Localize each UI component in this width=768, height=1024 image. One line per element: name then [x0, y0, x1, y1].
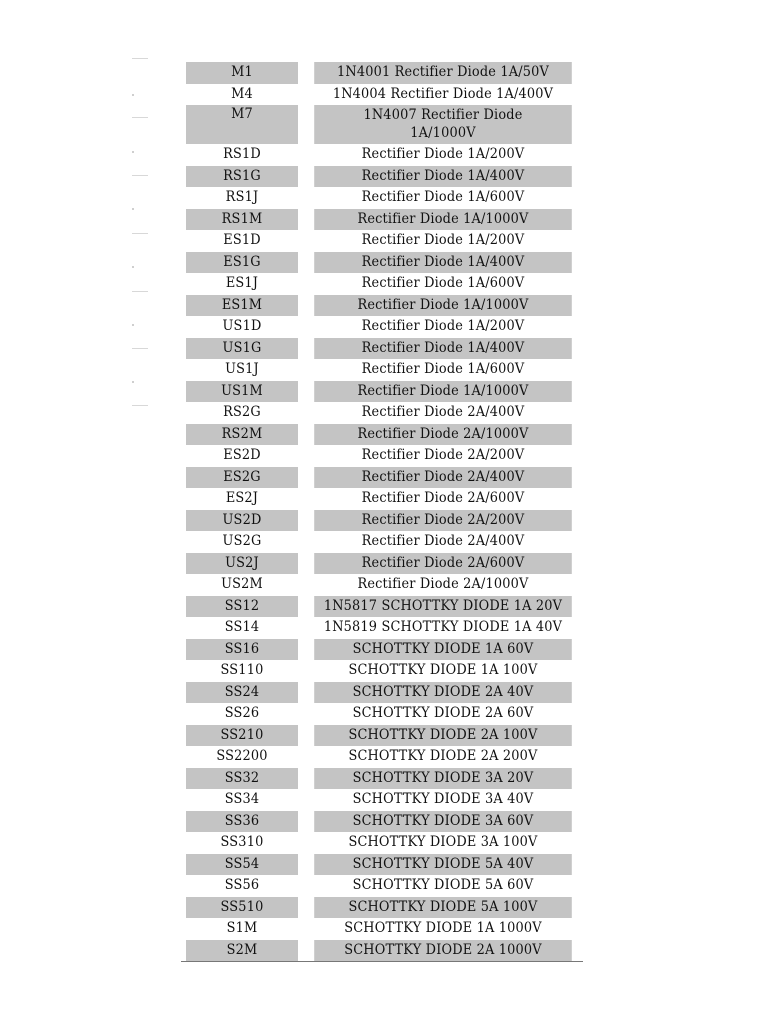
table-row	[181, 273, 583, 295]
margin-dash	[132, 405, 148, 406]
part-number: ES1M	[186, 295, 298, 317]
margin-dot	[132, 94, 134, 96]
margin-dash	[132, 291, 148, 292]
part-number: US2G	[222, 533, 262, 550]
part-description: Rectifier Diode 2A/400V	[361, 533, 525, 550]
table-row	[181, 316, 583, 338]
margin-dash	[132, 175, 148, 176]
part-description: Rectifier Diode 2A/200V	[314, 510, 572, 532]
table-row	[181, 467, 583, 489]
table-row	[181, 617, 583, 639]
table-row	[181, 359, 583, 381]
table-row	[181, 381, 583, 403]
part-number: RS1G	[186, 166, 298, 188]
part-number: S1M	[226, 920, 258, 937]
part-description: Rectifier Diode 2A/400V	[314, 467, 572, 489]
diode-parts-table	[181, 62, 583, 962]
part-number: RS1M	[186, 209, 298, 231]
part-number: SS12	[186, 596, 298, 618]
table-row	[181, 574, 583, 596]
part-description: SCHOTTKY DIODE 5A 60V	[352, 877, 534, 894]
part-number: SS56	[224, 877, 260, 894]
part-number: SS54	[186, 854, 298, 876]
table-row	[181, 553, 583, 575]
part-number: SS16	[186, 639, 298, 661]
part-number: US2J	[186, 553, 298, 575]
margin-dash	[132, 58, 148, 59]
part-description: Rectifier Diode 1A/400V	[314, 166, 572, 188]
part-number: ES1D	[223, 232, 261, 249]
part-description: Rectifier Diode 1A/400V	[314, 252, 572, 274]
margin-dot	[132, 381, 134, 383]
part-number: RS2G	[223, 404, 261, 421]
table-row	[181, 811, 583, 833]
part-description: Rectifier Diode 2A/600V	[314, 553, 572, 575]
table-row	[181, 166, 583, 188]
table-row	[181, 84, 583, 106]
table-row	[181, 725, 583, 747]
part-description: Rectifier Diode 1A/1000V	[314, 381, 572, 403]
part-description: Rectifier Diode 1A/400V	[314, 338, 572, 360]
margin-dot	[132, 208, 134, 210]
table-row	[181, 703, 583, 725]
part-description: SCHOTTKY DIODE 3A 100V	[348, 834, 538, 851]
part-number: ES2G	[186, 467, 298, 489]
table-row	[181, 789, 583, 811]
part-description: SCHOTTKY DIODE 5A 40V	[314, 854, 572, 876]
table-row	[181, 897, 583, 919]
part-description: Rectifier Diode 1A/1000V	[314, 209, 572, 231]
part-description: 1N4004 Rectifier Diode 1A/400V	[332, 85, 554, 102]
table-row	[181, 338, 583, 360]
part-number: SS110	[220, 662, 264, 679]
page-margin-marks	[0, 0, 180, 1024]
table-row	[181, 62, 583, 84]
table-row	[181, 854, 583, 876]
part-description: Rectifier Diode 1A/200V	[361, 232, 525, 249]
part-description: Rectifier Diode 1A/600V	[361, 189, 525, 206]
part-description: 1N4007 Rectifier Diode 1A/1000V	[314, 105, 572, 144]
table-row	[181, 445, 583, 467]
table-row	[181, 105, 583, 144]
table-row	[181, 768, 583, 790]
part-number: ES2J	[225, 490, 259, 507]
margin-dash	[132, 348, 148, 349]
part-description: SCHOTTKY DIODE 2A 1000V	[314, 940, 572, 962]
part-number: US2M	[221, 576, 263, 593]
part-description: 1N4001 Rectifier Diode 1A/50V	[314, 62, 572, 84]
part-number: SS26	[224, 705, 260, 722]
part-description: Rectifier Diode 2A/400V	[361, 404, 525, 421]
part-number: US1M	[186, 381, 298, 403]
table-row	[181, 230, 583, 252]
part-description: SCHOTTKY DIODE 2A 100V	[314, 725, 572, 747]
part-number: US1D	[222, 318, 262, 335]
margin-dash	[132, 117, 148, 118]
part-number: S2M	[186, 940, 298, 962]
margin-dash	[132, 233, 148, 234]
part-number: SS310	[220, 834, 264, 851]
part-number: SS2200	[216, 748, 268, 765]
part-description: SCHOTTKY DIODE 3A 60V	[314, 811, 572, 833]
part-description: Rectifier Diode 1A/200V	[361, 146, 525, 163]
part-number: ES2D	[223, 447, 261, 464]
table-row	[181, 209, 583, 231]
part-description: 1N5817 SCHOTTKY DIODE 1A 20V	[314, 596, 572, 618]
part-number: RS1D	[223, 146, 261, 163]
table-row	[181, 424, 583, 446]
part-description: Rectifier Diode 1A/600V	[361, 275, 525, 292]
table-row	[181, 918, 583, 940]
part-number: US1J	[225, 361, 259, 378]
part-description: SCHOTTKY DIODE 1A 1000V	[344, 920, 542, 937]
table-row	[181, 488, 583, 510]
margin-dot	[132, 266, 134, 268]
part-number: SS34	[224, 791, 260, 808]
part-description: SCHOTTKY DIODE 2A 60V	[352, 705, 534, 722]
part-number: RS2M	[186, 424, 298, 446]
part-description: SCHOTTKY DIODE 5A 100V	[314, 897, 572, 919]
table-row	[181, 295, 583, 317]
table-row	[181, 660, 583, 682]
part-number: RS1J	[225, 189, 259, 206]
part-number: US2D	[186, 510, 298, 532]
part-number: ES1G	[186, 252, 298, 274]
part-description: SCHOTTKY DIODE 2A 200V	[348, 748, 538, 765]
table-row	[181, 531, 583, 553]
part-number: SS24	[186, 682, 298, 704]
part-description: Rectifier Diode 2A/1000V	[314, 424, 572, 446]
margin-dot	[132, 324, 134, 326]
part-number: SS32	[186, 768, 298, 790]
part-number: M7	[186, 105, 298, 144]
table-row	[181, 510, 583, 532]
table-row	[181, 596, 583, 618]
diode-rows	[181, 62, 583, 962]
table-row	[181, 252, 583, 274]
table-row	[181, 940, 583, 962]
table-row	[181, 402, 583, 424]
part-description: Rectifier Diode 2A/1000V	[357, 576, 529, 593]
part-description: SCHOTTKY DIODE 3A 40V	[352, 791, 534, 808]
part-number: M4	[231, 85, 253, 102]
part-description: 1N5819 SCHOTTKY DIODE 1A 40V	[323, 619, 563, 636]
part-number: SS510	[186, 897, 298, 919]
part-number: ES1J	[225, 275, 259, 292]
part-description: SCHOTTKY DIODE 3A 20V	[314, 768, 572, 790]
table-row	[181, 144, 583, 166]
table-row	[181, 832, 583, 854]
part-number: SS36	[186, 811, 298, 833]
table-row	[181, 746, 583, 768]
part-description: Rectifier Diode 2A/200V	[361, 447, 525, 464]
part-description: Rectifier Diode 2A/600V	[361, 490, 525, 507]
part-number: SS210	[186, 725, 298, 747]
part-number: M1	[186, 62, 298, 84]
table-row	[181, 682, 583, 704]
part-description: Rectifier Diode 1A/600V	[361, 361, 525, 378]
table-row	[181, 187, 583, 209]
part-description: SCHOTTKY DIODE 1A 100V	[348, 662, 538, 679]
table-row	[181, 639, 583, 661]
part-number: SS14	[224, 619, 260, 636]
part-description: Rectifier Diode 1A/200V	[361, 318, 525, 335]
table-row	[181, 875, 583, 897]
part-number: US1G	[186, 338, 298, 360]
part-description: Rectifier Diode 1A/1000V	[314, 295, 572, 317]
part-description: SCHOTTKY DIODE 2A 40V	[314, 682, 572, 704]
margin-dot	[132, 151, 134, 153]
part-description: SCHOTTKY DIODE 1A 60V	[314, 639, 572, 661]
